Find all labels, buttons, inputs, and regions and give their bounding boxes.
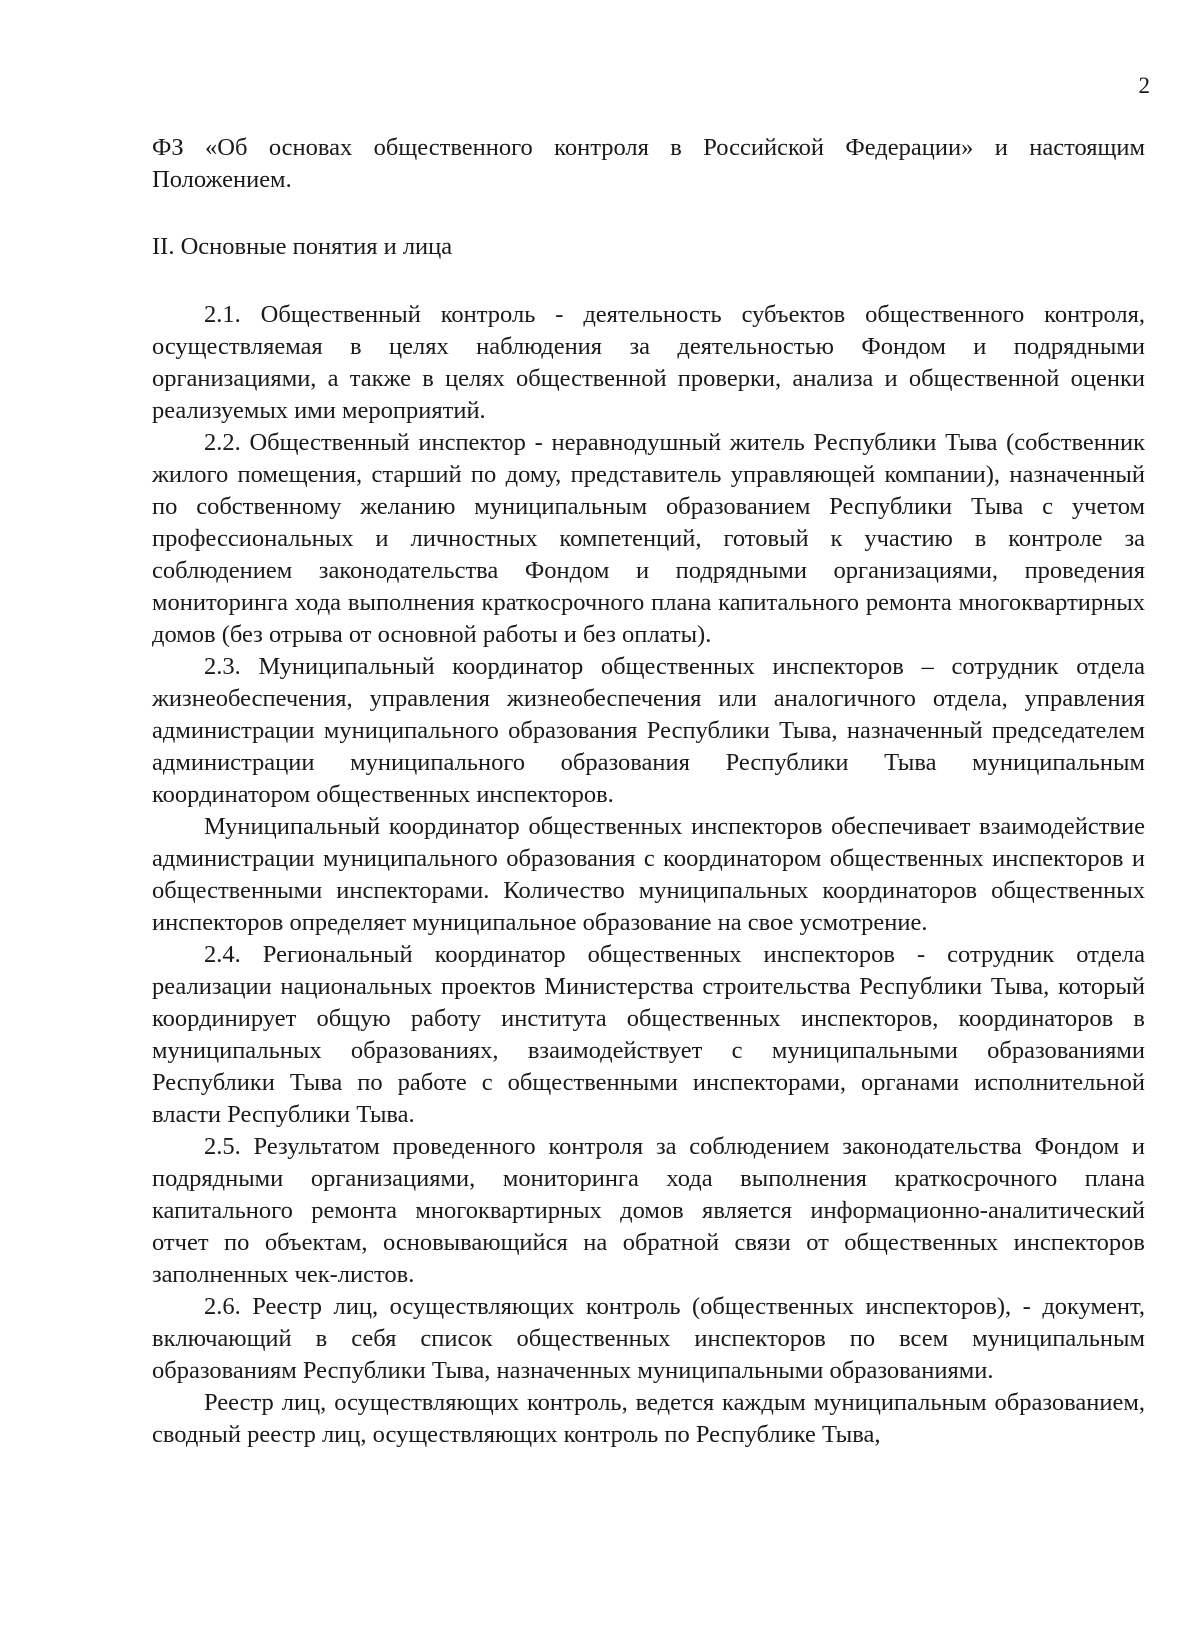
- section-heading: II. Основные понятия и лица: [152, 233, 453, 260]
- paragraph-2-5: 2.5. Результатом проведенного контроля за соблюдением законодательства Фондом и подрядными организациями, мониторинга хода выполнения краткосрочного плана капитального ремонта многоквартирных домов является информационно-аналитический отчет по объектам, основывающийся на обратной связи от общественных инспекторов заполненных чек-листов.: [152, 1133, 1145, 1288]
- paragraph-2-6-continued: Реестр лиц, осуществляющих контроль, ведется каждым муниципальным образованием, сводный реестр лиц, осуществляющих контроль по Республике Тыва,: [152, 1389, 1145, 1448]
- intro-paragraph: ФЗ «Об основах общественного контроля в Российской Федерации» и настоящим Положением.: [152, 134, 1145, 193]
- paragraph-2-2: 2.2. Общественный инспектор - неравнодушный житель Республики Тыва (собственник жилого помещения, старший по дому, представитель управляющей компании), назначенный по собственному желанию муниципальным образованием Республики Тыва с учетом профессиональных и личностных компетенций, готовый к участию в контроле за соблюдением законодательства Фондом и подрядными организациями, проведения мониторинга хода выполнения краткосрочного плана капитального ремонта многоквартирных домов (без отрыва от основной работы и без оплаты).: [152, 429, 1145, 648]
- paragraph-2-3-continued: Муниципальный координатор общественных инспекторов обеспечивает взаимодействие администрации муниципального образования с координатором общественных инспекторов и общественными инспекторами. Количество муниципальных координаторов общественных инспекторов определяет муниципальное образование на свое усмотрение.: [152, 813, 1145, 936]
- paragraph-2-6: 2.6. Реестр лиц, осуществляющих контроль (общественных инспекторов), - документ, включающий в себя список общественных инспекторов по всем муниципальным образованиям Республики Тыва, назначенных муниципальными образованиями.: [152, 1293, 1145, 1384]
- document-body: [152, 132, 1145, 1451]
- page-number: 2: [1138, 73, 1150, 98]
- paragraph-2-4: 2.4. Региональный координатор общественных инспекторов - сотрудник отдела реализации национальных проектов Министерства строительства Республики Тыва, который координирует общую работу института общественных инспекторов, координаторов в муниципальных образованиях, взаимодействует с муниципальными образованиями Республики Тыва по работе с общественными инспекторами, органами исполнительной власти Республики Тыва.: [152, 941, 1145, 1128]
- paragraph-2-3: 2.3. Муниципальный координатор общественных инспекторов – сотрудник отдела жизнеобеспечения, управления жизнеобеспечения или аналогичного отдела, управления администрации муниципального образования Республики Тыва, назначенный председателем администрации муниципального образования Республики Тыва муниципальным координатором общественных инспекторов.: [152, 653, 1145, 808]
- paragraph-2-1: 2.1. Общественный контроль - деятельность субъектов общественного контроля, осуществляемая в целях наблюдения за деятельностью Фондом и подрядными организациями, а также в целях общественной проверки, анализа и общественной оценки реализуемых ими мероприятий.: [152, 301, 1145, 424]
